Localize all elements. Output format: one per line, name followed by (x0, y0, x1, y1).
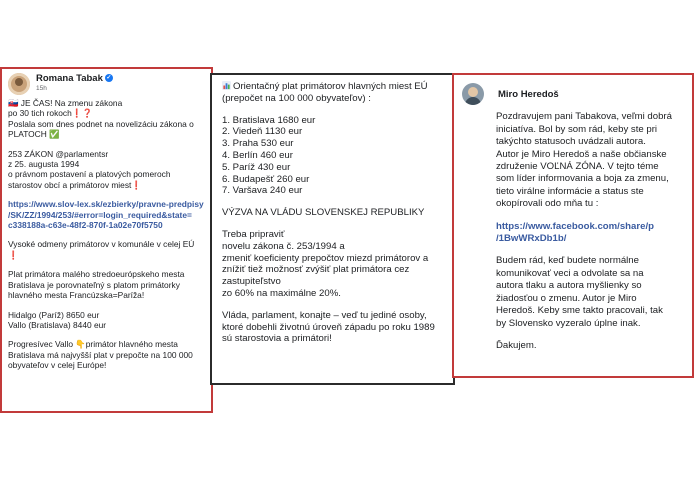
closing-line: Vláda, parlament, konajte – veď tu jediné osoby, (222, 309, 427, 321)
proposal-paragraph (222, 229, 443, 300)
body-line: združenie VOĽNÁ ZÓNA. V tejto téme (496, 161, 659, 173)
city-item: 5. Paríž 430 eur (222, 161, 291, 173)
city-list (222, 115, 443, 198)
intro-line: PLATOCH ✅ (8, 129, 60, 140)
salary-comparison-card (210, 73, 455, 385)
outro-line: Progresívec Vallo 👇primátor hlavného mesta (8, 339, 178, 350)
city-item: 7. Varšava 240 eur (222, 185, 303, 197)
salary-line: Hidalgo (Paríž) 8650 eur (8, 309, 100, 320)
facebook-post-romana-tabak (0, 67, 213, 413)
link-line[interactable]: https://www.facebook.com/share/p (496, 220, 654, 232)
author-name-text[interactable]: Romana Tabak (36, 73, 103, 84)
law-line: z 25. augusta 1994 (8, 159, 80, 170)
body-line: Autor je Miro Heredoš a naše občianske (496, 148, 667, 160)
post-body (2, 95, 211, 371)
proposal-line: novelu zákona č. 253/1994 a (222, 240, 345, 252)
odmeny-paragraph (8, 239, 205, 260)
title-line: (prepočet na 100 000 obyvateľov) : (222, 92, 371, 104)
facebook-share-link[interactable] (496, 221, 686, 246)
proposal-line: zmeniť koeficienty prepočtov miezd primátorov a (222, 252, 429, 264)
comment-body (454, 99, 692, 352)
avatar[interactable] (462, 83, 484, 105)
law-paragraph (8, 149, 205, 191)
request-line: autora tlaku a autora myšlienky so (496, 280, 642, 292)
intro-paragraph (8, 98, 205, 140)
proposal-line: znížiť tiež možnosť zvýšiť plat primátora cez (222, 264, 410, 276)
card-body (212, 75, 453, 345)
city-item: 1. Bratislava 1680 eur (222, 114, 316, 126)
post-header (2, 69, 211, 95)
closing-paragraph (222, 310, 443, 345)
plat-line: Bratislava je porovnateľný s platom primátorky (8, 279, 180, 290)
request-line: Budem rád, keď budete normálne (496, 255, 639, 267)
thanks-paragraph (496, 340, 686, 352)
body-line: okopírovali odo mňa tu : (496, 198, 599, 210)
body-line: iniciatíva. Bol by som rád, keby ste pri (496, 123, 658, 135)
link-line[interactable]: https://www.slov-lex.sk/ezbierky/pravne-predpisy (8, 199, 204, 210)
plat-line: Plat primátora malého stredoeurópskeho mesta (8, 269, 185, 280)
body-line: som líder informovania a boja za zmenu, (496, 173, 669, 185)
card-title (222, 81, 443, 105)
intro-line: Poslala som dnes podnet na novelizáciu zákona o (8, 118, 194, 129)
closing-line: sú starostovia a primátori! (222, 333, 332, 345)
proposal-line: zastupiteľstvo (222, 276, 281, 288)
outro-line: Bratislava má najvyšší plat v prepočte na 100 000 (8, 349, 193, 360)
link-line[interactable]: c338188a-c63e-48f2-870f-1a02e70f5750 (8, 220, 163, 231)
intro-line: po 30 tich rokoch❗❓ (8, 108, 93, 119)
plat-paragraph (8, 269, 205, 300)
outro-line: obyvateľov v celej Európe! (8, 360, 107, 371)
proposal-line: zo 60% na maximálne 20%. (222, 287, 341, 299)
comment-author[interactable]: Miro Heredoš (498, 88, 559, 100)
title-line (222, 81, 443, 93)
request-line: Heredoš. Keby sme takto pracovali, tak (496, 305, 663, 317)
verified-badge-icon: ✓ (106, 75, 112, 82)
request-line: komunikovať veci a odvolate sa na (496, 267, 644, 279)
request-line: by Slovensko vyzeralo úplne inak. (496, 317, 641, 329)
request-paragraph (496, 255, 686, 329)
bar-chart-icon (222, 81, 231, 90)
body-line: tieto virálne informácie a status ste (496, 185, 644, 197)
link-line[interactable]: /SK/ZZ/1994/253/#error=login_required&state= (8, 209, 192, 220)
law-line: starostov obcí a primátorov miest❗ (8, 179, 142, 190)
title-text: Orientačný plat primátorov hlavných miest EÚ (233, 81, 428, 92)
law-line: 253 ZÁKON @parlamentsr (8, 148, 109, 159)
request-line: žiadosťou o zmenu. Autor je Miro (496, 292, 637, 304)
odmeny-line: ❗ (8, 249, 19, 260)
city-item: 4. Berlín 460 eur (222, 149, 293, 161)
avatar[interactable] (8, 73, 30, 95)
author-name[interactable] (36, 73, 113, 84)
salary-line: Vallo (Bratislava) 8440 eur (8, 319, 107, 330)
comment-miro-heredos (452, 73, 694, 378)
appeal-heading (222, 207, 443, 219)
city-item: 2. Viedeň 1130 eur (222, 126, 303, 138)
law-line: o právnom postavení a platových pomeroch (8, 169, 171, 180)
salaries-paragraph (8, 310, 205, 331)
plat-line: hlavného mesta Francúzska=Paríža! (8, 290, 145, 301)
intro-line: 🇸🇰 JE ČAS! Na zmenu zákona (8, 98, 123, 108)
odmeny-line: Vysoké odmeny primátorov v komunále v celej EÚ (8, 239, 195, 250)
closing-line: ktoré dobehli životnú úroveň západu po roku 1989 (222, 321, 435, 333)
body-line: takýchto statusoch uvádzali autora. (496, 136, 646, 148)
body-paragraph (496, 99, 686, 211)
body-line: Pozdravujem pani Tabakova, veľmi dobrá (496, 111, 672, 123)
slov-lex-link[interactable] (8, 199, 205, 230)
post-date[interactable]: 15h (36, 85, 47, 92)
outro-paragraph (8, 339, 205, 370)
thanks-text: Ďakujem. (496, 339, 537, 351)
link-line[interactable]: /1BwWRxDb1b/ (496, 233, 567, 245)
proposal-line: Treba pripraviť (222, 228, 285, 240)
appeal-text: VÝZVA NA VLÁDU SLOVENSKEJ REPUBLIKY (222, 207, 425, 219)
city-item: 3. Praha 530 eur (222, 138, 294, 150)
city-item: 6. Budapešť 260 eur (222, 173, 310, 185)
